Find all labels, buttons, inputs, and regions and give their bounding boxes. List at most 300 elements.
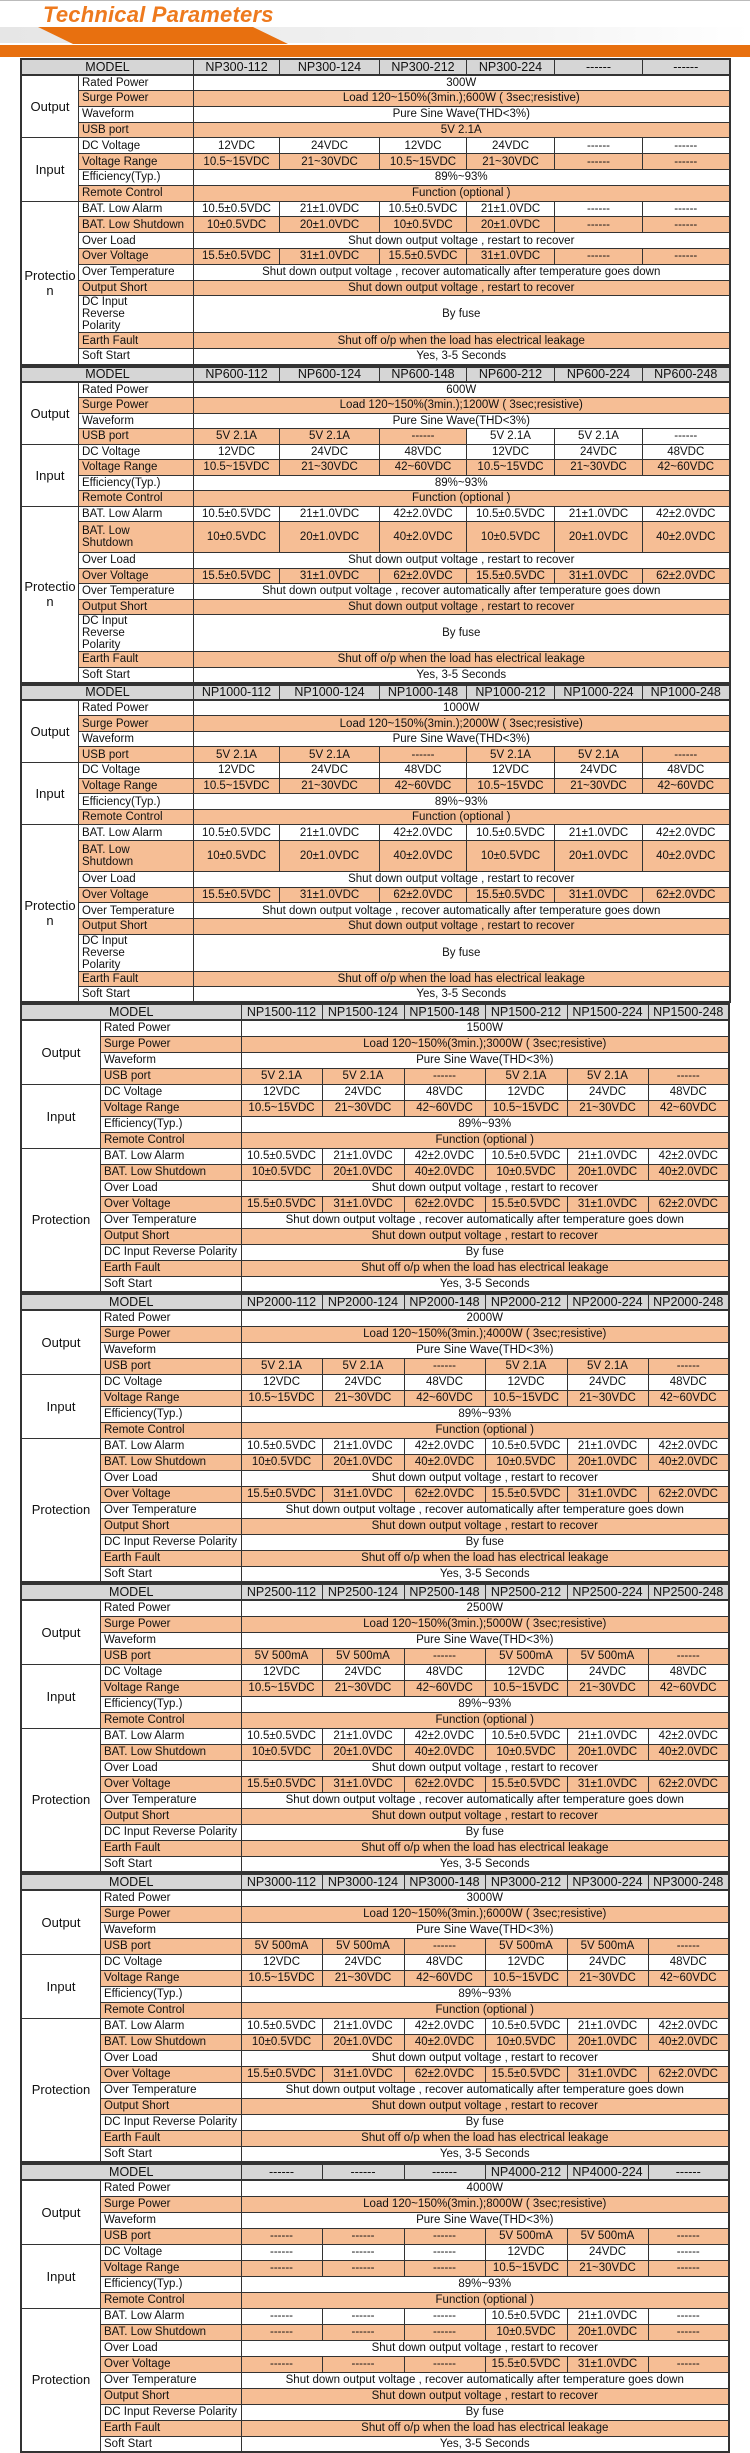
value-cell-span: Load 120~150%(3min.);5000W ( 3sec;resistive) bbox=[241, 1616, 729, 1632]
value-cell-span: Function (optional ) bbox=[194, 809, 730, 825]
value-cell: 10.5±0.5VDC bbox=[194, 825, 280, 841]
model-name: NP1000-224 bbox=[555, 685, 643, 701]
value-cell: 31±1.0VDC bbox=[567, 1196, 648, 1212]
value-cell: 40±2.0VDC bbox=[404, 1454, 485, 1470]
value-cell: 24VDC bbox=[555, 444, 643, 460]
value-cell: 10.5±0.5VDC bbox=[485, 2308, 567, 2324]
value-cell: 5V 2.1A bbox=[322, 1358, 404, 1374]
row-label-text: DC Input Reverse Polarity bbox=[104, 1246, 237, 1259]
value-cell-span: 89%~93% bbox=[241, 1986, 729, 2002]
table-row bbox=[21, 1986, 729, 2002]
value-cell: 20±1.0VDC bbox=[555, 522, 643, 553]
row-label-text: Output Short bbox=[104, 1520, 170, 1533]
table-row bbox=[21, 460, 730, 476]
row-label bbox=[79, 460, 194, 476]
table-row bbox=[21, 2388, 729, 2404]
value-cell: 31±1.0VDC bbox=[567, 1776, 648, 1792]
table-row bbox=[21, 1310, 729, 1326]
model-row bbox=[21, 1294, 729, 1310]
value-cell-span: Shut down output voltage , recover automatically after temperature goes down bbox=[241, 1502, 729, 1518]
table-row bbox=[21, 1244, 729, 1260]
row-label bbox=[101, 2420, 242, 2436]
row-label bbox=[79, 296, 194, 333]
value-cell: 10.5~15VDC bbox=[380, 154, 467, 170]
value-cell: 42~60VDC bbox=[404, 1970, 485, 1986]
model-name: NP300-124 bbox=[280, 59, 380, 75]
table-row bbox=[21, 2292, 729, 2308]
row-label-text: Waveform bbox=[82, 108, 134, 121]
value-cell: 62±2.0VDC bbox=[380, 568, 467, 584]
value-cell: 12VDC bbox=[241, 1664, 322, 1680]
row-label-text: Remote Control bbox=[104, 1714, 185, 1727]
model-name: NP2000-148 bbox=[404, 1294, 485, 1310]
table-row bbox=[21, 1390, 729, 1406]
value-cell: 31±1.0VDC bbox=[280, 249, 380, 265]
group-label: Input bbox=[21, 763, 79, 825]
value-cell: 42±2.0VDC bbox=[648, 1438, 729, 1454]
value-cell: 62±2.0VDC bbox=[648, 1196, 729, 1212]
value-cell: ------ bbox=[555, 201, 643, 217]
table-row bbox=[21, 667, 730, 683]
value-cell: 10.5±0.5VDC bbox=[380, 201, 467, 217]
row-label bbox=[101, 1196, 242, 1212]
value-cell: 62±2.0VDC bbox=[404, 1776, 485, 1792]
row-label bbox=[101, 1406, 242, 1422]
value-cell: 21±1.0VDC bbox=[567, 2018, 648, 2034]
value-cell-span: Shut down output voltage , restart to recover bbox=[241, 2340, 729, 2356]
value-cell: 10.5~15VDC bbox=[241, 1970, 322, 1986]
value-cell: 21±1.0VDC bbox=[567, 1148, 648, 1164]
value-cell: 62±2.0VDC bbox=[643, 887, 730, 903]
table-row bbox=[21, 1470, 729, 1486]
model-name: NP2500-212 bbox=[485, 1584, 567, 1600]
model-name: NP1500-212 bbox=[485, 1004, 567, 1020]
value-cell: 15.5±0.5VDC bbox=[241, 1776, 322, 1792]
row-label bbox=[101, 2034, 242, 2050]
top-divider bbox=[0, 0, 750, 1]
table-row bbox=[21, 763, 730, 779]
value-cell: 5V 2.1A bbox=[280, 429, 380, 445]
row-label-text: Efficiency(Typ.) bbox=[82, 795, 161, 808]
group-label: Protection bbox=[21, 1148, 101, 1292]
value-cell: 42±2.0VDC bbox=[648, 1148, 729, 1164]
model-name: ------ bbox=[404, 2164, 485, 2180]
group-label: Output bbox=[21, 1020, 101, 1084]
row-label bbox=[79, 506, 194, 522]
table-row bbox=[21, 1374, 729, 1390]
value-cell: ------ bbox=[555, 249, 643, 265]
value-cell: 21~30VDC bbox=[567, 1970, 648, 1986]
row-label-text: Voltage Range bbox=[82, 461, 158, 474]
value-cell: 12VDC bbox=[485, 1084, 567, 1100]
row-label bbox=[101, 1566, 242, 1582]
table-row bbox=[21, 903, 730, 919]
table-row bbox=[21, 1744, 729, 1760]
value-cell: 21±1.0VDC bbox=[322, 1728, 404, 1744]
table-row bbox=[21, 122, 730, 138]
row-label-text: Rated Power bbox=[82, 702, 149, 715]
row-label bbox=[101, 1648, 242, 1664]
value-cell: 10.5~15VDC bbox=[241, 1390, 322, 1406]
table-row bbox=[21, 1550, 729, 1566]
table-row bbox=[21, 1906, 729, 1922]
row-label bbox=[101, 1310, 242, 1326]
value-cell-span: Shut down output voltage , recover automatically after temperature goes down bbox=[241, 1792, 729, 1808]
value-cell-span: Pure Sine Wave(THD<3%) bbox=[241, 1342, 729, 1358]
spec-table bbox=[20, 1003, 730, 1293]
row-label-text: Over Temperature bbox=[104, 2374, 197, 2387]
value-cell: 10±0.5VDC bbox=[485, 2034, 567, 2050]
row-label-text: Efficiency(Typ.) bbox=[104, 2278, 183, 2291]
value-cell-span: Function (optional ) bbox=[241, 1712, 729, 1728]
value-cell: 21~30VDC bbox=[322, 1970, 404, 1986]
row-label-text: Over Temperature bbox=[104, 2084, 197, 2097]
row-label-text: Earth Fault bbox=[104, 2422, 161, 2435]
table-row bbox=[21, 1036, 729, 1052]
model-name: NP2500-124 bbox=[322, 1584, 404, 1600]
table-row bbox=[21, 1760, 729, 1776]
table-row bbox=[21, 1534, 729, 1550]
row-label bbox=[79, 700, 194, 716]
value-cell: 21~30VDC bbox=[567, 1680, 648, 1696]
row-label bbox=[101, 1696, 242, 1712]
value-cell: 42~60VDC bbox=[648, 1680, 729, 1696]
value-cell: 15.5±0.5VDC bbox=[241, 2066, 322, 2082]
value-cell: 42~60VDC bbox=[648, 1390, 729, 1406]
value-cell: 10.5~15VDC bbox=[241, 1680, 322, 1696]
value-cell: 15.5±0.5VDC bbox=[485, 2066, 567, 2082]
model-name: NP300-224 bbox=[467, 59, 555, 75]
value-cell: 10.5±0.5VDC bbox=[241, 1728, 322, 1744]
row-label-text: Remote Control bbox=[104, 2294, 185, 2307]
value-cell: 42~60VDC bbox=[643, 778, 730, 794]
model-name: NP3000-112 bbox=[241, 1874, 322, 1890]
row-label-text: Soft Start bbox=[104, 1857, 152, 1870]
value-cell-span: 3000W bbox=[241, 1890, 729, 1906]
value-cell: 15.5±0.5VDC bbox=[467, 887, 555, 903]
value-cell: 5V 2.1A bbox=[567, 1358, 648, 1374]
model-name: NP2000-112 bbox=[241, 1294, 322, 1310]
row-label bbox=[101, 2212, 242, 2228]
row-label bbox=[101, 1132, 242, 1148]
value-cell: 10±0.5VDC bbox=[241, 2034, 322, 2050]
table-row bbox=[21, 700, 730, 716]
table-row bbox=[21, 91, 730, 107]
value-cell: 5V 500mA bbox=[241, 1648, 322, 1664]
row-label bbox=[79, 333, 194, 349]
row-label bbox=[101, 1970, 242, 1986]
value-cell-span: Yes, 3-5 Seconds bbox=[241, 2436, 729, 2452]
group-label: Output bbox=[21, 1890, 101, 1954]
value-cell: 48VDC bbox=[643, 444, 730, 460]
value-cell: 48VDC bbox=[404, 1954, 485, 1970]
value-cell: 42~60VDC bbox=[648, 1970, 729, 1986]
table-row bbox=[21, 201, 730, 217]
value-cell: 12VDC bbox=[467, 763, 555, 779]
value-cell: 48VDC bbox=[380, 763, 467, 779]
value-cell-span: 89%~93% bbox=[194, 170, 730, 186]
value-cell: ------ bbox=[404, 2356, 485, 2372]
value-cell: 20±1.0VDC bbox=[322, 1454, 404, 1470]
row-label bbox=[79, 747, 194, 763]
value-cell: 20±1.0VDC bbox=[555, 840, 643, 871]
value-cell: ------ bbox=[322, 2324, 404, 2340]
value-cell: 62±2.0VDC bbox=[404, 2066, 485, 2082]
model-name: NP1500-248 bbox=[648, 1004, 729, 1020]
value-cell: 42±2.0VDC bbox=[648, 2018, 729, 2034]
table-row bbox=[21, 1712, 729, 1728]
row-label-text: DC Input Reverse Polarity bbox=[104, 1536, 237, 1549]
row-label bbox=[101, 1358, 242, 1374]
row-label-text: USB port bbox=[82, 748, 129, 761]
value-cell: 15.5±0.5VDC bbox=[467, 568, 555, 584]
table-row bbox=[21, 233, 730, 249]
value-cell: ------ bbox=[241, 2308, 322, 2324]
value-cell: ------ bbox=[404, 1648, 485, 1664]
group-label: Protection bbox=[21, 1728, 101, 1872]
value-cell-span: Shut down output voltage , restart to recover bbox=[241, 2050, 729, 2066]
row-label bbox=[101, 1390, 242, 1406]
value-cell-span: Function (optional ) bbox=[194, 491, 730, 507]
value-cell: 21~30VDC bbox=[280, 778, 380, 794]
value-cell: 10.5±0.5VDC bbox=[485, 2018, 567, 2034]
value-cell: 48VDC bbox=[380, 444, 467, 460]
value-cell-span: Shut down output voltage , restart to recover bbox=[241, 2098, 729, 2114]
row-label-text: Earth Fault bbox=[82, 972, 139, 985]
value-cell: 40±2.0VDC bbox=[643, 522, 730, 553]
row-label-text: Over Temperature bbox=[104, 1504, 197, 1517]
value-cell: ------ bbox=[404, 2324, 485, 2340]
table-row bbox=[21, 2034, 729, 2050]
value-cell: 24VDC bbox=[280, 444, 380, 460]
value-cell: ------ bbox=[322, 2260, 404, 2276]
value-cell: 12VDC bbox=[485, 1374, 567, 1390]
value-cell: 24VDC bbox=[567, 1084, 648, 1100]
value-cell: 5V 2.1A bbox=[194, 747, 280, 763]
row-label-text: Voltage Range bbox=[104, 1972, 180, 1985]
row-label bbox=[79, 106, 194, 122]
value-cell-span: Pure Sine Wave(THD<3%) bbox=[194, 731, 730, 747]
table-row bbox=[21, 1326, 729, 1342]
row-label-text: Waveform bbox=[104, 1054, 156, 1067]
row-label bbox=[101, 1728, 242, 1744]
row-label bbox=[101, 2292, 242, 2308]
row-label-text: Over Voltage bbox=[82, 569, 149, 582]
table-row bbox=[21, 1260, 729, 1276]
table-row bbox=[21, 872, 730, 888]
row-label-text: Over Load bbox=[104, 1472, 158, 1485]
row-label bbox=[101, 2308, 242, 2324]
row-label-text: DC Input Reverse Polarity bbox=[104, 2116, 237, 2129]
value-cell: 5V 2.1A bbox=[567, 1068, 648, 1084]
value-cell-span: 600W bbox=[194, 382, 730, 398]
row-label bbox=[79, 138, 194, 154]
table-row bbox=[21, 2212, 729, 2228]
value-cell-span: Pure Sine Wave(THD<3%) bbox=[241, 2212, 729, 2228]
model-name: NP1500-124 bbox=[322, 1004, 404, 1020]
value-cell: 5V 2.1A bbox=[322, 1068, 404, 1084]
value-cell: 5V 500mA bbox=[567, 1648, 648, 1664]
row-label-text: Output Short bbox=[82, 282, 148, 295]
row-label-text: Surge Power bbox=[104, 1328, 171, 1341]
row-label bbox=[79, 444, 194, 460]
value-cell-span: Shut down output voltage , restart to recover bbox=[241, 1228, 729, 1244]
model-name: NP300-212 bbox=[380, 59, 467, 75]
value-cell: ------ bbox=[322, 2356, 404, 2372]
value-cell: 12VDC bbox=[241, 1954, 322, 1970]
row-label bbox=[101, 1486, 242, 1502]
row-label-text: DC Voltage bbox=[104, 1956, 163, 1969]
value-cell: 20±1.0VDC bbox=[280, 522, 380, 553]
row-label bbox=[101, 2276, 242, 2292]
value-cell: 10.5±0.5VDC bbox=[241, 1148, 322, 1164]
table-row bbox=[21, 2276, 729, 2292]
row-label bbox=[101, 1954, 242, 1970]
model-name: ------ bbox=[241, 2164, 322, 2180]
value-cell-span: Shut down output voltage , restart to recover bbox=[241, 1760, 729, 1776]
row-label bbox=[79, 716, 194, 732]
value-cell: 12VDC bbox=[241, 1084, 322, 1100]
row-label bbox=[79, 349, 194, 365]
table-row bbox=[21, 1212, 729, 1228]
table-row bbox=[21, 522, 730, 553]
row-label-text: Waveform bbox=[104, 1634, 156, 1647]
table-row bbox=[21, 1068, 729, 1084]
value-cell: 21±1.0VDC bbox=[467, 201, 555, 217]
row-label bbox=[101, 1342, 242, 1358]
row-label-text: Remote Control bbox=[104, 1424, 185, 1437]
row-label bbox=[101, 1534, 242, 1550]
row-label bbox=[101, 1808, 242, 1824]
value-cell: 20±1.0VDC bbox=[322, 2034, 404, 2050]
table-row bbox=[21, 584, 730, 600]
row-label-text: Remote Control bbox=[82, 187, 163, 200]
model-label: MODEL bbox=[21, 367, 194, 383]
value-cell: 31±1.0VDC bbox=[567, 2066, 648, 2082]
value-cell: 21±1.0VDC bbox=[280, 201, 380, 217]
row-label bbox=[79, 413, 194, 429]
table-row bbox=[21, 2228, 729, 2244]
value-cell: 48VDC bbox=[404, 1664, 485, 1680]
row-label-text: Surge Power bbox=[104, 2198, 171, 2211]
model-name: NP3000-212 bbox=[485, 1874, 567, 1890]
row-label bbox=[79, 280, 194, 296]
table-row bbox=[21, 1616, 729, 1632]
table-row bbox=[21, 1632, 729, 1648]
value-cell: ------ bbox=[648, 2308, 729, 2324]
model-name: NP1000-248 bbox=[643, 685, 730, 701]
row-label-text: Efficiency(Typ.) bbox=[104, 1698, 183, 1711]
row-label bbox=[101, 1550, 242, 1566]
table-row bbox=[21, 1052, 729, 1068]
value-cell: 10.5~15VDC bbox=[485, 1100, 567, 1116]
row-label-text: Surge Power bbox=[104, 1618, 171, 1631]
row-label-text: DC Input Reverse Polarity bbox=[82, 934, 128, 971]
value-cell: 42±2.0VDC bbox=[643, 825, 730, 841]
value-cell: 24VDC bbox=[567, 1374, 648, 1390]
row-label-text: Soft Start bbox=[104, 2147, 152, 2160]
table-row bbox=[21, 75, 730, 91]
table-row bbox=[21, 1938, 729, 1954]
table-row bbox=[21, 1276, 729, 1292]
row-label-text: Remote Control bbox=[104, 2004, 185, 2017]
model-name: NP1500-224 bbox=[567, 1004, 648, 1020]
row-label-text: Output Short bbox=[104, 2390, 170, 2403]
value-cell-span: By fuse bbox=[241, 1824, 729, 1840]
row-label-text: Over Voltage bbox=[104, 2358, 171, 2371]
row-label bbox=[101, 1068, 242, 1084]
row-label-text: Over Temperature bbox=[82, 904, 175, 917]
value-cell: 10.5~15VDC bbox=[241, 1100, 322, 1116]
table-row bbox=[21, 217, 730, 233]
row-label bbox=[101, 1422, 242, 1438]
table-row bbox=[21, 615, 730, 652]
row-label-text: Rated Power bbox=[104, 1892, 171, 1905]
spec-table bbox=[20, 58, 731, 366]
row-label-text: Voltage Range bbox=[104, 1682, 180, 1695]
table-row bbox=[21, 2308, 729, 2324]
value-cell-span: Shut off o/p when the load has electrical leakage bbox=[194, 971, 730, 987]
table-row bbox=[21, 1728, 729, 1744]
table-row bbox=[21, 106, 730, 122]
value-cell: 24VDC bbox=[567, 2244, 648, 2260]
value-cell: 24VDC bbox=[322, 1954, 404, 1970]
row-label-text: DC Voltage bbox=[82, 445, 141, 458]
table-row bbox=[21, 2114, 729, 2130]
value-cell: 10±0.5VDC bbox=[485, 2324, 567, 2340]
model-label: MODEL bbox=[21, 1874, 241, 1890]
group-label: Protection bbox=[21, 1438, 101, 1582]
table-row bbox=[21, 1020, 729, 1036]
value-cell: 31±1.0VDC bbox=[467, 249, 555, 265]
row-label bbox=[101, 1792, 242, 1808]
value-cell-span: Shut down output voltage , restart to recover bbox=[241, 2388, 729, 2404]
value-cell: 5V 500mA bbox=[322, 1648, 404, 1664]
row-label-text: Over Temperature bbox=[82, 266, 175, 279]
value-cell: 48VDC bbox=[404, 1374, 485, 1390]
model-name: NP600-212 bbox=[467, 367, 555, 383]
value-cell-span: Shut down output voltage , restart to recover bbox=[194, 872, 730, 888]
row-label bbox=[79, 971, 194, 987]
row-label-text: DC Voltage bbox=[82, 139, 141, 152]
model-row bbox=[21, 59, 730, 75]
value-cell-span: Shut off o/p when the load has electrical leakage bbox=[241, 1840, 729, 1856]
value-cell-span: Load 120~150%(3min.);6000W ( 3sec;resistive) bbox=[241, 1906, 729, 1922]
row-label-text: Over Load bbox=[104, 2052, 158, 2065]
row-label-text: DC Voltage bbox=[104, 1086, 163, 1099]
value-cell: 31±1.0VDC bbox=[280, 887, 380, 903]
value-cell: 10±0.5VDC bbox=[467, 840, 555, 871]
model-row bbox=[21, 1584, 729, 1600]
value-cell: 40±2.0VDC bbox=[380, 840, 467, 871]
group-label: Protection bbox=[21, 201, 79, 364]
header-orange-bar bbox=[0, 45, 750, 57]
group-label: Output bbox=[21, 1310, 101, 1374]
value-cell: 5V 500mA bbox=[485, 2228, 567, 2244]
row-label-text: DC Voltage bbox=[82, 764, 141, 777]
table-row bbox=[21, 1084, 729, 1100]
value-cell: ------ bbox=[643, 429, 730, 445]
value-cell-span: Yes, 3-5 Seconds bbox=[241, 2146, 729, 2162]
spec-table bbox=[20, 366, 731, 684]
value-cell-span: Shut down output voltage , recover automatically after temperature goes down bbox=[241, 2082, 729, 2098]
model-label: MODEL bbox=[21, 59, 194, 75]
value-cell: 20±1.0VDC bbox=[567, 2034, 648, 2050]
value-cell: 21~30VDC bbox=[567, 1100, 648, 1116]
row-label-text: Waveform bbox=[104, 1344, 156, 1357]
value-cell: 10±0.5VDC bbox=[467, 522, 555, 553]
row-label bbox=[101, 1776, 242, 1792]
